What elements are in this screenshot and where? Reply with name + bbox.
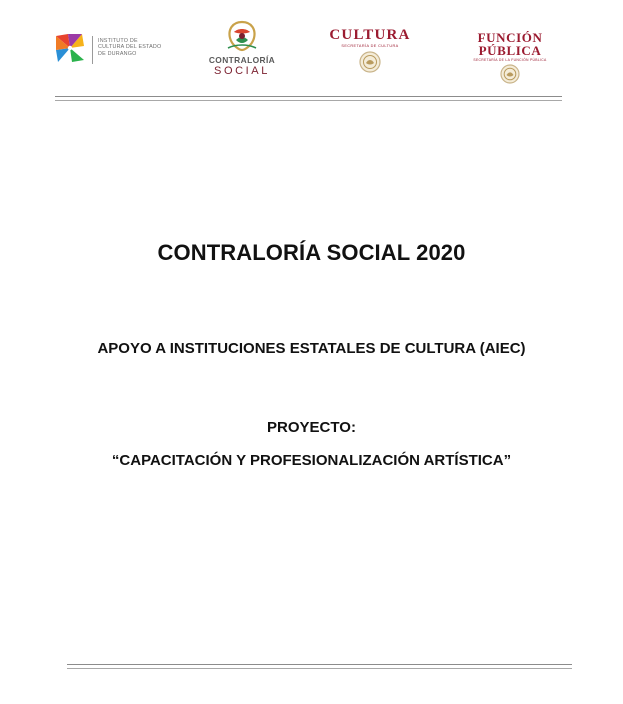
project-name: “CAPACITACIÓN Y PROFESIONALIZACIÓN ARTÍSTICA” — [111, 452, 512, 469]
logo-cultura-subtitle: SECRETARÍA DE CULTURA — [341, 44, 399, 48]
logo-divider — [92, 36, 93, 64]
national-seal-icon — [357, 51, 383, 73]
logo-instituto-text: INSTITUTO DE CULTURA DEL ESTADO DE DURANGO — [98, 38, 162, 57]
logo-cultura — [318, 28, 422, 78]
project-label: PROYECTO: — [267, 419, 356, 436]
header-rule-secondary — [55, 100, 562, 101]
logo-contraloria-social — [202, 18, 282, 82]
page-title: CONTRALORÍA SOCIAL 2020 — [157, 240, 466, 265]
logo-contraloria-line2: SOCIAL — [214, 65, 270, 77]
pinwheel-icon — [52, 30, 88, 66]
logo-cultura-title: CULTURA — [329, 27, 411, 43]
contraloria-emblem-icon — [222, 18, 262, 54]
logo-instituto-cultura-durango — [52, 30, 202, 70]
footer-rule — [67, 664, 572, 665]
logo-fp-subtitle: SECRETARÍA DE LA FUNCIÓN PÚBLICA — [473, 58, 547, 62]
national-seal-icon — [498, 64, 522, 84]
logo-fp-title-line2: PÚBLICA — [478, 43, 542, 58]
program-name: APOYO A INSTITUCIONES ESTATALES DE CULTURA (AIEC) — [97, 340, 526, 357]
logo-fp-title-line1: FUNCIÓN — [477, 30, 543, 45]
logo-funcion-publica — [462, 31, 558, 81]
header-rule — [55, 96, 562, 97]
footer-rule-secondary — [67, 668, 572, 669]
logo-header — [0, 0, 623, 92]
logo-contraloria-line1: CONTRALORÍA — [208, 55, 276, 65]
